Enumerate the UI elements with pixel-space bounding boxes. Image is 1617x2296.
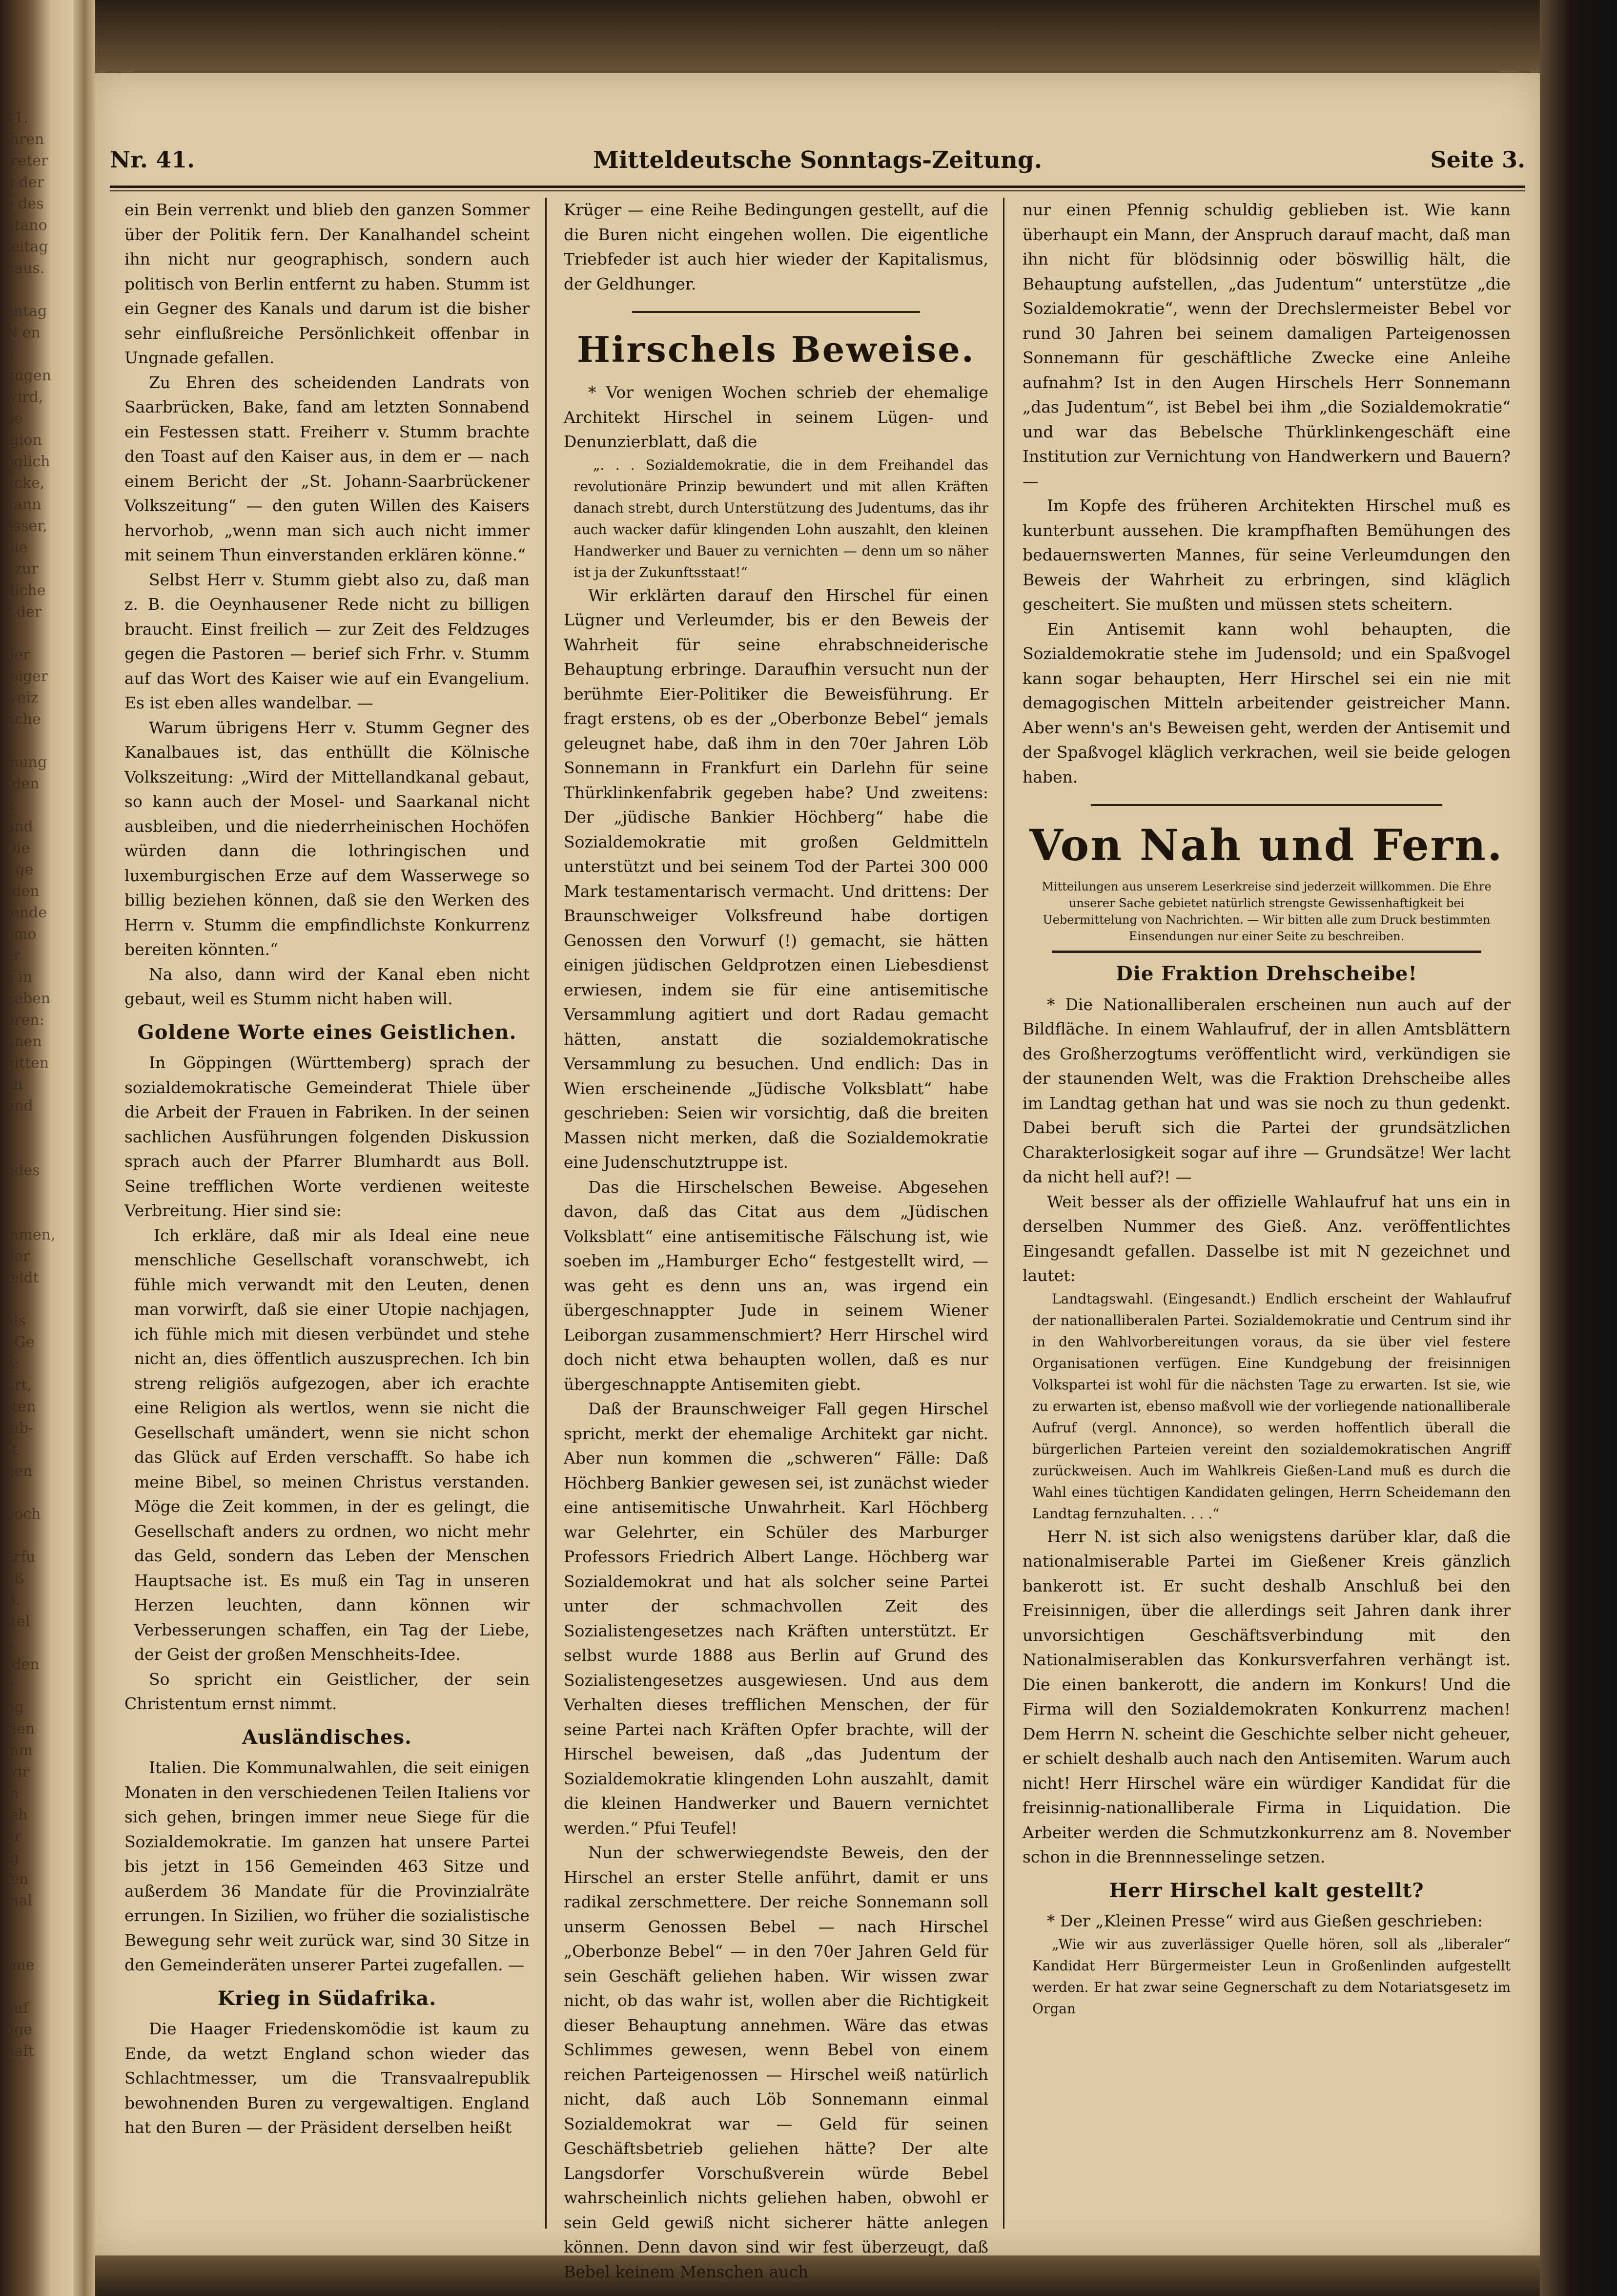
quote-block — [124, 1223, 530, 1667]
column-rule-2 — [1003, 198, 1004, 2229]
quote-block — [1023, 1934, 1511, 2020]
book-cover-edge — [1540, 0, 1617, 2296]
paragraph: * Der „Kleinen Presse“ wird aus Gießen geschrieben: — [1047, 1911, 1483, 1930]
section-title: Von Nah und Fern. — [1029, 820, 1504, 870]
quote-block — [1023, 1288, 1511, 1525]
header-rule — [110, 186, 1525, 188]
header-rule-thin — [110, 190, 1525, 191]
quote-text: „. . . Sozialdemokratie, die in dem Freihandel das revolutionäre Prinzip bewundert und mit allen Kräften danach strebt, durch Unterstützung des Judentums, das ihr auch wacker dafür klingenden Lohn auszahlt, den kleinen Handwerker und Bauer zu vernichten — denn um so näher ist ja der Zukunftsstaat!“ — [573, 456, 988, 580]
paragraph: * Vor wenigen Wochen schrieb der ehemalige Architekt Hirschel in seinem Lügen- und Denunzierblatt, daß die — [564, 383, 988, 451]
paragraph: Wir erklärten darauf den Hirschel für einen Lügner und Verleumder, bis er den Beweis der Wahrheit für seine ehrabschneiderische Behauptung erbringe. Daraufhin versucht nun der berühmte Eier-Politiker die Beweisführung. Er fragt erstens, ob es der „Oberbonze Bebel“ jemals geleugnet habe, daß ihm in den 70er Jahren Löb Sonnemann in Frankfurt ein Darlehn für seine Thürklinkenfabrik gegeben habe? Und zweitens: Der „jüdische Bankier Höchberg“ habe die Sozialdemokratie mit großen Geldmitteln unterstützt und bei seinem Tod der Partei 300 000 Mark testamentarisch vermacht. Und drittens: Der Braunschweiger Volksfreund habe dortigen Genossen den Vorwurf (!) gemacht, sie hätten einigen jüdischen Geldprotzen einen Liebesdienst erwiesen, indem sie für eine antisemitische Versammlung agitiert und dort Radau gemacht hätten, anstatt die sozialdemokratische Versammlung zu besuchen. Und endlich: Das in Wien erscheinende „Jüdische Volksblatt“ habe geschrieben: Seien wir vorsichtig, daß die breiten Massen nicht merken, daß die Sozialdemokratie eine Judenschutztruppe ist. — [564, 585, 988, 1172]
paragraph: In Göppingen (Württemberg) sprach der sozialdemokratische Gemeinderat Thiele über die Arbeit der Frauen in Fabriken. In der seinen sachlichen Ausführungen folgenden Diskussion sprach auch der Pfarrer Blumhardt aus Boll. Seine trefflichen Worte verdienen weiteste Verbreitung. Hier sind sie: — [124, 1053, 530, 1220]
paragraph: nur einen Pfennig schuldig geblieben ist. Wie kann überhaupt ein Mann, der Anspruch darauf macht, daß man ihn nicht für blödsinnig oder böswillig hält, die Behauptung aufstellen, „das Judentum“ unterstütze „die Sozialdemokratie“, wenn der Drechslermeister Bebel vor rund 30 Jahren bei seinem damaligen Parteigenossen Sonnemann für geschäftliche Zwecke eine Anleihe aufnahm? Ist in den Augen Hirschels Herr Sonnemann „das Judentum“, ist Bebel bei ihm „die Sozialdemokratie“ und war das Bebelsche Thürklinkengeschäft eine Institution zur Vernichtung von Handwerkern und Bauern? — — [1023, 200, 1511, 491]
column-1 — [124, 198, 530, 2248]
section-heading: Herr Hirschel kalt gestellt? — [1109, 1879, 1424, 1902]
previous-page-edge-text: 41. ihren treter g der e des ntano teitag haus. entag N en n nugen wird, be igion öglich licke, kann asser, ilie , zur fliche r der der leiger weiz fiche mung rden n und Die t ge rden tende omo er e in lieben bren: nnen nitten en und ndes mmen, der feldt als . Ge ß: hrt, rten fab- rt nen noch t erfu nß B. ttel e rden n ng rien mm wir m ieh hr ig fen mal rme auf uge haft — [5, 109, 56, 2060]
column-3 — [1023, 198, 1511, 2248]
issue-number: Nr. 41. — [110, 146, 195, 173]
newspaper-title: Mitteldeutsche Sonntags-Zeitung. — [593, 146, 1043, 174]
paragraph: Krüger — eine Reihe Bedingungen gestellt, auf die die Buren nicht eingehen wollen. Die eigentliche Triebfeder ist auch hier wieder der Kapitalismus, der Geldhunger. — [564, 200, 988, 293]
paragraph: Im Kopfe des früheren Architekten Hirschel muß es kunterbunt aussehen. Die krampfhaften Bemühungen des bedauernswerten Mannes, für seine Verleumdungen den Beweis der Wahrheit zu erbringen, sind kläglich gescheitert. Sie mußten und müssen stets scheitern. — [1023, 496, 1511, 614]
paragraph: Zu Ehren des scheidenden Landrats von Saarbrücken, Bake, fand am letzten Sonnabend ein Festessen statt. Freiherr v. Stumm brachte den Toast auf den Kaiser aus, in dem er — nach einem Bericht der „St. Johann-Saarbrückener Volkszeitung“ — den guten Willen des Kaisers hervorhob, „wenn man sich auch nicht immer mit seinem Thun einverstanden erklären könne.“ — [124, 372, 530, 564]
paragraph: Herr N. ist sich also wenigstens darüber klar, daß die nationalmiserable Partei im Gießener Kreis gänzlich bankerott ist. Er sucht deshalb Anschluß bei den Freisinnigen, über die allerdings seit Jahren dank ihrer unvorsichtigen Geschäftsverbindung mit den Nationalmiserablen das Konkursverfahren verhängt ist. Die einen bankerott, die andern im Konkurs! Und die Firma will den Sozialdemokraten Konkurrenz machen! Dem Herrn N. scheint die Geschichte selber nicht geheuer, er schielt deshalb auch nach den Antisemiten. Warum auch nicht! Herr Hirschel wäre ein würdiger Kandidat für die freisinnig-nationalliberale Firma in Liquidation. Die Arbeiter werden die Schmutzkonkurrenz am 8. November schon in die Brennnesselinge setzen. — [1023, 1527, 1511, 1866]
section-heading: Die Fraktion Drehscheibe! — [1116, 962, 1417, 985]
page-header — [110, 146, 1525, 181]
newspaper-page — [95, 73, 1540, 2281]
quote-text: Ich erkläre, daß mir als Ideal eine neue menschliche Gesellschaft voranschwebt, ich fühle mich verwandt mit den Leuten, denen man vorwirft, daß sie einer Utopie nachjagen, ich fühle mich mit diesen verbündet und stehe nicht an, dies öffentlich auszusprechen. Ich bin streng religiös aufgezogen, aber ich erachte eine Religion als wertlos, wenn sie nicht die Gesellschaft umändert, wenn sie nicht schon das Glück auf Erden verschafft. So habe ich meine Bibel, so meinen Christus verstanden. Möge die Zeit kommen, in der es gelingt, die Gesellschaft anders zu ordnen, wo nicht mehr das Geld, sondern das Leben der Menschen Hauptsache ist. Es muß ein Tag in unseren Herzen leuchten, dann können wir Verbesserungen schaffen, ein Tag der Liebe, der Geist der großen Menschheits-Idee. — [134, 1225, 530, 1664]
column-2 — [564, 198, 988, 2281]
quote-text: „Wie wir aus zuverlässiger Quelle hören, soll als „liberaler“ Kandidat Herr Bürgermeister Leun in Großenlinden aufgestellt werden. Er hat zwar seine Gegnerschaft zu dem Notariatsgesetz im Organ — [1032, 1936, 1511, 2017]
divider — [1091, 804, 1442, 806]
paragraph: So spricht ein Geistlicher, der sein Christentum ernst nimmt. — [124, 1669, 530, 1713]
article-title: Hirschels Beweise. — [576, 329, 975, 370]
editorial-note: Mitteilungen aus unserem Leserkreise sind jederzeit willkommen. Die Ehre unserer Sache gebietet natürlich strengste Gewissenhaftigkeit bei Uebermittelung von Nachrichten. — Wir bitten alle zum Druck bestimmten Einsendungen nur einer Seite zu beschreiben. — [1042, 880, 1492, 943]
top-background — [95, 0, 1540, 73]
paragraph: Warum übrigens Herr v. Stumm Gegner des Kanalbaues ist, das enthüllt die Kölnische Volkszeitung: „Wird der Mittellandkanal gebaut, so kann auch der Mosel- und Saarkanal nicht ausbleiben, und die niederrheinischen Hochöfen würden dann die lothringischen und luxemburgischen Erze auf dem Wasserwege so billig beziehen können, daß sie den Werken des Herrn v. Stumm die empfindlichste Konkurrenz bereiten könnten.“ — [124, 718, 530, 959]
page-number: Seite 3. — [1430, 146, 1525, 173]
paragraph: Italien. Die Kommunalwahlen, die seit einigen Monaten in den verschiedenen Teilen Italiens vor sich gehen, bringen immer neue Siege für die Sozialdemokratie. Im ganzen hat unsere Partei bis jetzt in 156 Gemeinden 463 Sitze und außerdem 36 Mandate für die Provinzialräte errungen. In Sizilien, wo früher die sozialistische Bewegung sehr weit zurück war, sind 30 Sitze in den Gemeinderäten unserer Partei zugefallen. — — [124, 1758, 530, 1974]
paragraph: Selbst Herr v. Stumm giebt also zu, daß man z. B. die Oeynhausener Rede nicht zu billigen braucht. Einst freilich — zur Zeit des Feldzuges gegen die Pastoren — berief sich Frhr. v. Stumm auf das Wort des Kaiser wie auf ein Evangelium. Es ist eben alles wandelbar. — — [124, 570, 530, 712]
paragraph: Nun der schwerwiegendste Beweis, den der Hirschel an erster Stelle anführt, damit er uns radikal zerschmettere. Der reiche Sonnemann soll unserm Genossen Bebel — nach Hirschel „Oberbonze Bebel“ — in den 70er Jahren Geld für sein Geschäft geliehen haben. Wir wissen zwar nicht, ob das wahr ist, wollen aber die Richtigkeit dieser Behauptung annehmen. Wäre das etwas Schlimmes gewesen, wenn Bebel von einem reichen Parteigenossen — Hirschel weiß natürlich nicht, daß auch Löb Sonnemann einmal Sozialdemokrat war — Geld für seinen Geschäftsbetrieb geliehen hätte? Der alte Langsdorfer Vorschußverein würde Bebel wahrscheinlich nichts geliehen haben, obwohl er sein Geld gewiß nicht sicherer hätte anlegen können. Denn davon sind wir fest überzeugt, daß Bebel keinem Menschen auch — [564, 1843, 988, 2281]
section-heading: Krieg in Südafrika. — [217, 1986, 437, 2010]
paragraph: Ein Antisemit kann wohl behaupten, die Sozialdemokratie stehe im Judensold; und ein Spaßvogel kann sogar behaupten, Herr Hirschel sei ein nie mit demagogischen Mitteln arbeitender geistreicher Mann. Aber wenn's an's Beweisen geht, werden der Antisemit und der Spaßvogel kläglich verkrachen, weil sie beide gelogen haben. — [1023, 619, 1511, 786]
paragraph: Daß der Braunschweiger Fall gegen Hirschel spricht, merkt der ehemalige Architekt gar nicht. Aber nun kommen die „schweren“ Fälle: Daß Höchberg Bankier gewesen sei, ist zunächst wieder eine antisemitische Unwahrheit. Karl Höchberg war Gelehrter, ein Schüler des Marburger Professors Friedrich Albert Lange. Höchberg war Sozialdemokrat und hat als solcher seine Partei unter der schmachvollen Zeit des Sozialistengesetzes nach Kräften unterstützt. Er selbst wurde 1888 aus Berlin auf Grund des Sozialistengesetzes ausgewiesen. Und aus dem Verhalten dieses trefflichen Menschen, der für seine Partei nach Kräften Opfer brachte, will der Hirschel beweisen, daß „das Judentum der Sozialdemokratie klingenden Lohn auszahlt, damit die kleinen Handwerker und Bauern vernichtet werden.“ Pfui Teufel! — [564, 1399, 988, 1838]
section-heading: Goldene Worte eines Geistlichen. — [137, 1020, 517, 1044]
paragraph: * Die Nationalliberalen erscheinen nun auch auf der Bildfläche. In einem Wahlaufruf, der in allen Amtsblättern des Großherzogtums veröffentlicht wird, verkündigen sie der staunenden Welt, was die Fraktion Drehscheibe alles im Landtag gethan hat und was sie noch zu thun gedenkt. Dabei beruft sich die Partei der grundsätzlichen Charakterlosigkeit sogar auf ihre — Grundsätze! Wer lacht da nicht hell auf?! — — [1023, 994, 1511, 1186]
divider — [1052, 951, 1481, 953]
binding-spine — [0, 0, 73, 2296]
paragraph: ein Bein verrenkt und blieb den ganzen Sommer über der Politik fern. Der Kanalhandel scheint ihn nicht nur geographisch, sondern auch politisch von Berlin entfernt zu haben. Stumm ist ein Gegner des Kanals und darum ist die bisher sehr einflußreiche Persönlichkeit offenbar in Ungnade gefallen. — [124, 200, 530, 367]
paragraph: Das die Hirschelschen Beweise. Abgesehen davon, daß das Citat aus dem „Jüdischen Volksblatt“ eine antisemitische Fälschung ist, wie soeben im „Hamburger Echo“ festgestellt wird, — was geht es denn uns an, was irgend ein übergeschnappter Jude in seinem Wiener Leiborgan zusammenschmiert? Herr Hirschel wird doch nicht etwa behaupten wollen, daß es nur übergeschnappte Antisemiten giebt. — [564, 1177, 988, 1394]
paragraph: Na also, dann wird der Kanal eben nicht gebaut, weil es Stumm nicht haben will. — [124, 964, 530, 1008]
page-gutter — [73, 0, 95, 2296]
paragraph: Die Haager Friedenskomödie ist kaum zu Ende, da wetzt England schon wieder das Schlachtmesser, um die Transvaalrepublik bewohnenden Buren zu vergewaltigen. England hat den Buren — der Präsident derselben heißt — [124, 2019, 530, 2137]
paragraph: Weit besser als der offizielle Wahlaufruf hat uns ein in derselben Nummer des Gieß. Anz. veröffentlichtes Eingesandt gefallen. Dasselbe ist mit N gezeichnet und lautet: — [1023, 1192, 1511, 1285]
column-rule-1 — [545, 198, 547, 2229]
quote-block — [564, 455, 988, 583]
divider — [632, 311, 920, 313]
quote-text: Landtagswahl. (Eingesandt.) Endlich erscheint der Wahlaufruf der nationalliberalen Partei. Sozialdemokratie und Centrum sind ihr in den Wahlvorbereitungen voraus, da sie über viel festere Organisationen verfügen. Eine Kundgebung der freisinnigen Volkspartei ist wohl für die nächsten Tage zu erwarten. Ist sie, wie zu erwarten ist, ebenso maßvoll wie der vorliegende nationalliberale Aufruf (vergl. Annonce), so werden hoffentlich überall die bürgerlichen Parteien vereint den sozialdemokratischen Angriff zurückweisen. Auch im Wahlkreis Gießen-Land muß es durch die Wahl eines tüchtigen Kandidaten gelingen, Herrn Scheidemann den Landtag fernzuhalten. . . .“ — [1032, 1290, 1511, 1522]
section-heading: Ausländisches. — [242, 1725, 412, 1749]
